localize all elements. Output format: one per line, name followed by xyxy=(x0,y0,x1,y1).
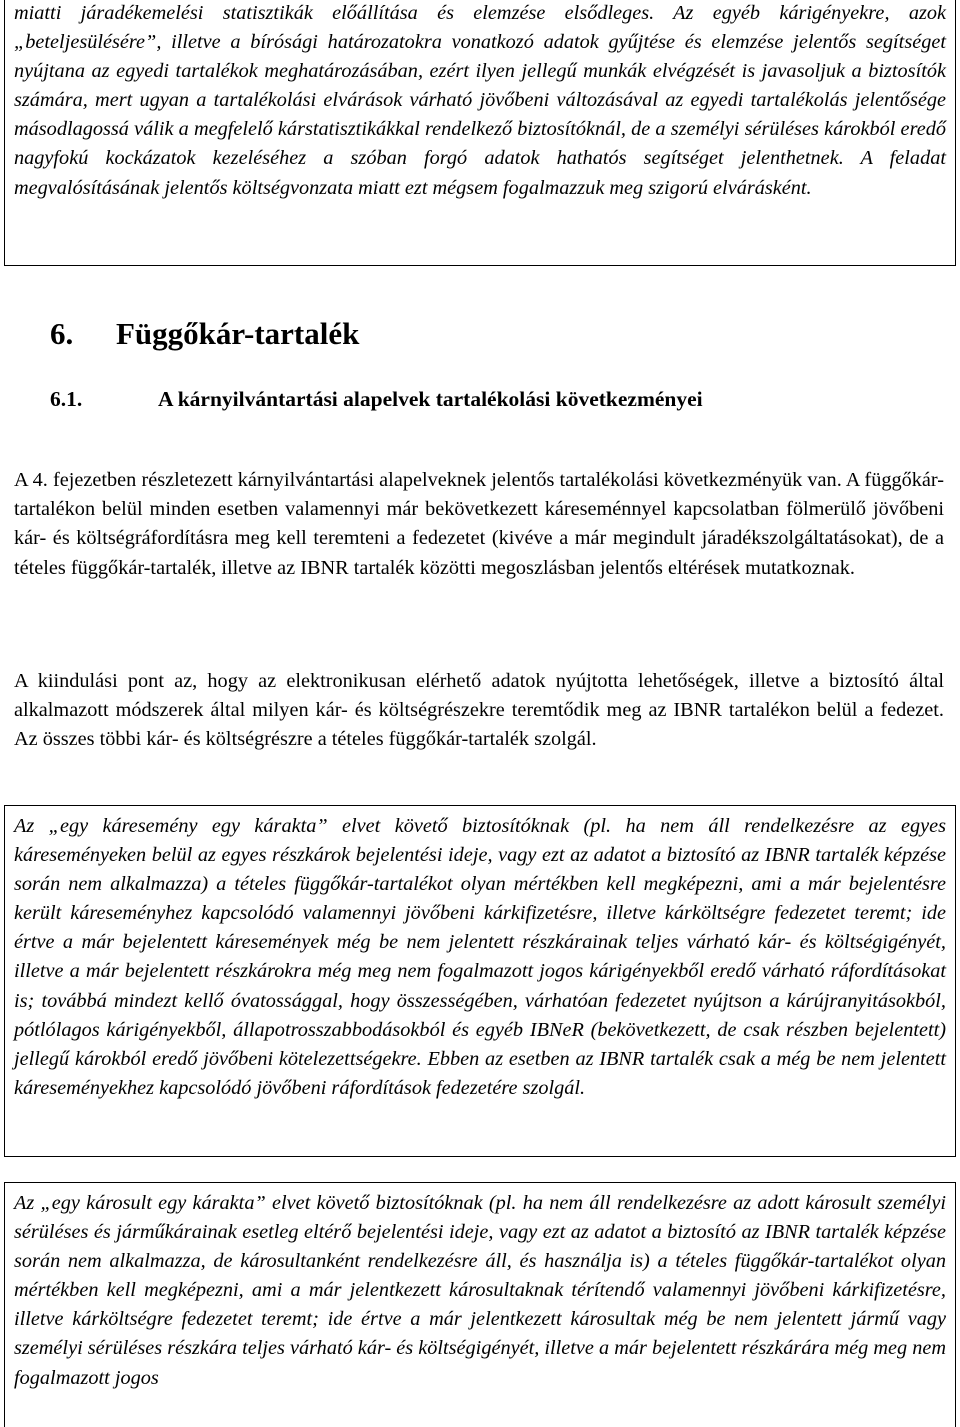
section-title: A kárnyilvántartási alapelvek tartalékolási következményei xyxy=(158,387,703,411)
boxed-text-top xyxy=(4,0,956,266)
boxed-text-middle xyxy=(4,805,956,1157)
chapter-number: 6. xyxy=(50,316,74,351)
chapter-title: Függőkár-tartalék xyxy=(116,316,360,351)
boxed-text-top-content: miatti járadékemelési statisztikák előállítása és elemzése elsődleges. Az egyéb kárigényekre, azok „beteljesülésére”, illetve a bírósági határozatokra vonatkozó adatok gyűjtése és elemzése jelentős segítséget nyújtana az egyedi tartalékok meghatározásában, ezért ilyen jellegű munkák elvégzését is javasoljuk a biztosítók számára, mert ugyan a tartalékolási elvárások várható jövőbeni változásával az egyedi tartalékolás jelentősége másodlagossá válik a megfelelő kárstatisztikákkal rendelkező biztosítóknál, de a személyi sérüléses károkból eredő nagyfokú kockázatok kezeléséhez a szóban forgó adatok hathatós segítséget jelenthetnek. A feladat megvalósításának jelentős költségvonzata miatt ezt mégsem fogalmazzuk meg szigorú elvárásként. xyxy=(14,2,946,199)
section-number: 6.1. xyxy=(50,387,83,411)
section-heading xyxy=(50,385,703,413)
boxed-text-bottom-content: Az „egy károsult egy kárakta” elvet követő biztosítóknak (pl. ha nem áll rendelkezésre az adott károsult személyi sérüléses és járműkárainak esetleg eltérő bejelentési ideje, vagy ezt az adatot a biztosító az IBNR tartalék képzése során nem alkalmazza, de károsultanként rendelkezésre áll, és használja is) a tételes függőkár-tartalékot olyan mértékben kell megképezni, ami a már jelentkezett károsultaknak térítendő valamennyi jövőbeni kárkifizetésre, illetve kárköltségre fedezetet teremt; ide értve a már jelentkezett károsultak még be nem jelentett jármű vagy személyi sérüléses részkára teljes várható kár- és költségigényét, illetve a már bejelentett részkárára még meg nem fogalmazott jogos xyxy=(14,1192,946,1389)
boxed-text-bottom xyxy=(4,1182,956,1427)
boxed-text-middle-content: Az „egy káresemény egy kárakta” elvet követő biztosítóknak (pl. ha nem áll rendelkezésre az egyes káreseményeken belül az egyes részkárok bejelentési ideje, vagy ezt az adatot a biztosító az IBNR tartalék képzése során nem alkalmazza) a tételes függőkár-tartalékot olyan mértékben kell megképezni, ami a már bejelentésre került káreseményhez kapcsolódó valamennyi jövőbeni kárkifizetésre, illetve kárköltségre fedezetet teremt; ide értve a már bejelentett káresemények még be nem jelentett részkárainak teljes várható kár- és költségigényét, illetve a már bejelentett részkárokra még meg nem fogalmazott jogos kárigényekből eredő várható ráfordításokat is; továbbá mindezt kellő óvatossággal, hogy összességében, várhatóan fedezetet nyújtson a kárújranyitásokból, pótlólagos kárigényekből, állapotrosszabbodásokból és egyéb IBNeR (bekövetkezett, de csak részben bejelentett) jellegű károkból eredő jövőbeni kötelezettségekre. Ebben az esetben az IBNR tartalék csak a még be nem jelentett káreseményekhez kapcsolódó jövőbeni ráfordítások fedezetére szolgál. xyxy=(14,815,946,1099)
body-paragraph-2: A kiindulási pont az, hogy az elektronikusan elérhető adatok nyújtotta lehetőségek, illetve a biztosító által alkalmazott módszerek által milyen kár- és költségrészekre teremtődik meg az IBNR tartalékon belül a fedezet. Az összes többi kár- és költségrészre a tételes függőkár-tartalék szolgál. xyxy=(14,670,944,751)
chapter-heading xyxy=(50,314,359,354)
body-paragraph-1: A 4. fejezetben részletezett kárnyilvántartási alapelveknek jelentős tartalékolási következményük van. A függőkár-tartalékon belül minden esetben valamennyi már bekövetkezett káreseménnyel kapcsolatban fölmerülő jövőbeni kár- és költségráfordításra meg kell teremteni a fedezetet (kivéve a már megindult járadékszolgáltatásokat), de a tételes függőkár-tartalék, illetve az IBNR tartalék közötti megoszlásban jelentős eltérések mutatkoznak. xyxy=(14,469,944,579)
